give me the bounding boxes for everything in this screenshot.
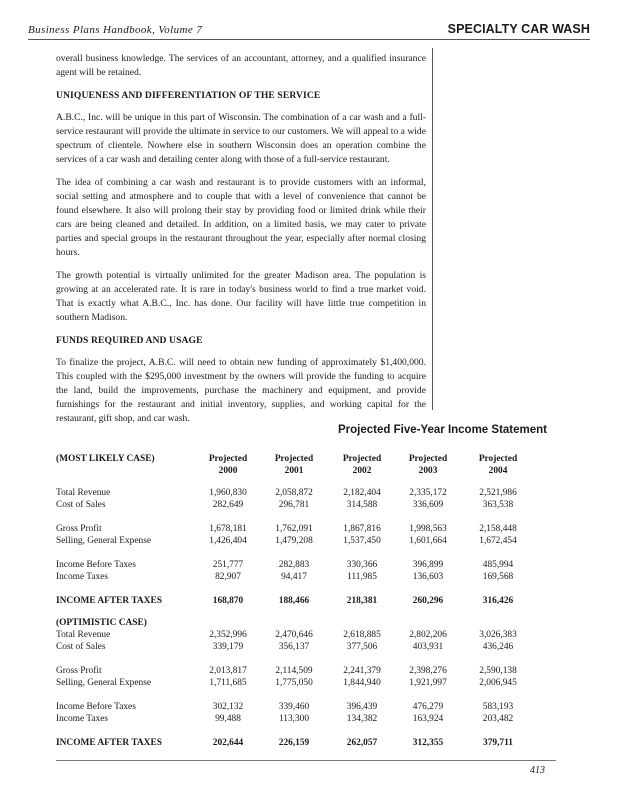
cell: 356,137 xyxy=(278,642,310,652)
column-header: Projected xyxy=(274,454,314,464)
cell: 1,775,050 xyxy=(275,678,313,688)
cell: 396,899 xyxy=(412,560,444,570)
heading-funds: FUNDS REQUIRED AND USAGE xyxy=(56,335,203,346)
cell: 262,057 xyxy=(346,738,378,748)
cell: 226,159 xyxy=(278,738,310,748)
footer-rule xyxy=(56,760,556,761)
book-title: Business Plans Handbook, Volume 7 xyxy=(28,24,203,36)
column-year: 2003 xyxy=(418,466,438,476)
row-label: Gross Profit xyxy=(56,666,102,676)
cell: 1,479,208 xyxy=(275,536,313,546)
cell: 203,482 xyxy=(482,714,514,724)
cell: 1,672,454 xyxy=(479,536,517,546)
paragraph-uniqueness-3: The growth potential is virtually unlimited for the greater Madison area. The population is growing at an accelerated rate. It is rare in today's business world to find a true market void. That is exactly what A.B.C., Inc. has done. Our facility will have little true competition in southern Madison. xyxy=(56,270,426,323)
cell: 94,417 xyxy=(281,572,307,582)
cell: 314,588 xyxy=(346,500,378,510)
cell: 476,279 xyxy=(412,702,444,712)
table-row xyxy=(56,560,556,572)
cell: 1,921,997 xyxy=(409,678,447,688)
income-statement-table xyxy=(56,454,556,750)
cell: 1,537,450 xyxy=(343,536,381,546)
cell: 1,960,830 xyxy=(209,488,247,498)
cell: 168,870 xyxy=(212,596,244,606)
column-year: 2002 xyxy=(352,466,372,476)
cell: 377,506 xyxy=(346,642,378,652)
table-row xyxy=(56,572,556,584)
spacer xyxy=(56,690,556,702)
row-label: Cost of Sales xyxy=(56,642,106,652)
spacer xyxy=(56,478,556,488)
cell: 260,296 xyxy=(412,596,444,606)
row-label: INCOME AFTER TAXES xyxy=(56,738,162,748)
column-header: Projected xyxy=(342,454,382,464)
spacer xyxy=(56,584,556,596)
cell: 1,601,664 xyxy=(409,536,447,546)
table-row xyxy=(56,500,556,512)
cell: 2,802,206 xyxy=(409,630,447,640)
case-row xyxy=(56,618,556,630)
cell: 2,114,509 xyxy=(275,666,313,676)
column-year: 2001 xyxy=(284,466,304,476)
cell: 363,538 xyxy=(482,500,514,510)
row-label: INCOME AFTER TAXES xyxy=(56,596,162,606)
cell: 1,867,816 xyxy=(343,524,381,534)
cell: 282,883 xyxy=(278,560,310,570)
spacer xyxy=(56,608,556,618)
header-row xyxy=(56,454,556,466)
year-row xyxy=(56,466,556,478)
paragraph-funds: To finalize the project, A.B.C. will need to obtain new funding of approximately $1,400,000. This coupled with the $295,000 investment by the owners will provide the funding to acquire the land, build the improvements, purchase the machinery and equipment, and provide furnishings for the restaurant and initial inventory, supplies, and working capital for the restaurant, gift shop, and car wash. xyxy=(56,357,426,424)
page-number: 413 xyxy=(530,765,545,776)
cell: 379,711 xyxy=(483,738,513,748)
total-row xyxy=(56,596,556,608)
cell: 1,998,563 xyxy=(409,524,447,534)
cell: 282,649 xyxy=(212,500,244,510)
cell: 339,460 xyxy=(278,702,310,712)
cell: 403,931 xyxy=(412,642,444,652)
case-label-optimistic: (OPTIMISTIC CASE) xyxy=(56,618,147,628)
table-row xyxy=(56,642,556,654)
statement-title: Projected Five-Year Income Statement xyxy=(338,424,547,436)
column-year: 2000 xyxy=(218,466,238,476)
cell: 1,678,181 xyxy=(209,524,247,534)
row-label: Selling, General Expense xyxy=(56,536,152,546)
cell: 136,603 xyxy=(412,572,444,582)
paragraph-continued: overall business knowledge. The services of an accountant, attorney, and a qualified insurance agent will be retained. xyxy=(56,53,426,78)
cell: 436,246 xyxy=(482,642,514,652)
cell: 218,381 xyxy=(346,596,378,606)
cell: 2,521,986 xyxy=(479,488,517,498)
spacer xyxy=(56,654,556,666)
table-row xyxy=(56,666,556,678)
table-row xyxy=(56,536,556,548)
cell: 2,335,172 xyxy=(409,488,447,498)
body-text xyxy=(56,52,426,435)
spacer xyxy=(56,726,556,738)
table-row xyxy=(56,630,556,642)
spacer xyxy=(56,548,556,560)
cell: 2,158,448 xyxy=(479,524,517,534)
case-label-most-likely: (MOST LIKELY CASE) xyxy=(56,454,155,464)
column-header: Projected xyxy=(478,454,518,464)
table-row xyxy=(56,488,556,500)
row-label: Cost of Sales xyxy=(56,500,106,510)
cell: 2,241,379 xyxy=(343,666,381,676)
cell: 2,352,996 xyxy=(209,630,247,640)
cell: 2,182,404 xyxy=(343,488,381,498)
cell: 82,907 xyxy=(215,572,241,582)
column-header: Projected xyxy=(208,454,248,464)
row-label: Income Before Taxes xyxy=(56,560,136,570)
cell: 2,470,646 xyxy=(275,630,313,640)
column-year: 2004 xyxy=(488,466,508,476)
row-label: Income Taxes xyxy=(56,714,109,724)
column-header: Projected xyxy=(408,454,448,464)
cell: 202,644 xyxy=(212,738,244,748)
row-label: Total Revenue xyxy=(56,488,111,498)
cell: 336,609 xyxy=(412,500,444,510)
cell: 163,924 xyxy=(412,714,444,724)
cell: 1,844,940 xyxy=(343,678,381,688)
row-label: Selling, General Expense xyxy=(56,678,152,688)
row-label: Total Revenue xyxy=(56,630,111,640)
cell: 2,590,138 xyxy=(479,666,517,676)
table-row xyxy=(56,702,556,714)
cell: 312,355 xyxy=(412,738,444,748)
cell: 188,466 xyxy=(278,596,310,606)
cell: 296,781 xyxy=(278,500,310,510)
cell: 113,300 xyxy=(278,714,310,724)
cell: 316,426 xyxy=(482,596,514,606)
cell: 134,382 xyxy=(346,714,378,724)
cell: 3,026,383 xyxy=(479,630,517,640)
total-row xyxy=(56,738,556,750)
paragraph-uniqueness-2: The idea of combining a car wash and restaurant is to provide customers with an informal, social setting and atmosphere and to couple that with a level of convenience that cannot be found elsewhere. It also will prolong their stay by providing food or limited drink while their cars are being cleaned and detailed. In addition, on a limited basis, we may cater to private parties and special groups in the restaurant throughout the year, especially after normal closing hours. xyxy=(56,177,426,258)
table-row xyxy=(56,678,556,690)
cell: 2,618,885 xyxy=(343,630,381,640)
section-title: SPECIALTY CAR WASH xyxy=(447,22,590,36)
cell: 396,439 xyxy=(346,702,378,712)
cell: 99,488 xyxy=(215,714,241,724)
spacer xyxy=(56,512,556,524)
row-label: Gross Profit xyxy=(56,524,102,534)
cell: 111,985 xyxy=(347,572,377,582)
table-row xyxy=(56,714,556,726)
cell: 2,006,945 xyxy=(479,678,517,688)
cell: 2,013,817 xyxy=(209,666,247,676)
row-label: Income Before Taxes xyxy=(56,702,136,712)
cell: 1,711,685 xyxy=(209,678,247,688)
cell: 2,398,276 xyxy=(409,666,447,676)
cell: 2,058,872 xyxy=(275,488,313,498)
table-row xyxy=(56,524,556,536)
cell: 1,762,091 xyxy=(275,524,313,534)
cell: 330,366 xyxy=(346,560,378,570)
cell: 1,426,404 xyxy=(209,536,247,546)
cell: 583,193 xyxy=(482,702,514,712)
row-label: Income Taxes xyxy=(56,572,109,582)
cell: 339,179 xyxy=(212,642,244,652)
column-rule xyxy=(432,48,433,410)
cell: 485,994 xyxy=(482,560,514,570)
cell: 169,568 xyxy=(482,572,514,582)
heading-uniqueness: UNIQUENESS AND DIFFERENTIATION OF THE SERVICE xyxy=(56,90,321,101)
paragraph-uniqueness-1: A.B.C., Inc. will be unique in this part of Wisconsin. The combination of a car wash and a full-service restaurant will provide the ultimate in service to our customers. We will appeal to a wide spectrum of clientele. Nowhere else in southern Wisconsin does an operation combine the services of a car wash and detailing center along with those of a full-service restaurant. xyxy=(56,112,426,165)
cell: 302,132 xyxy=(212,702,244,712)
cell: 251,777 xyxy=(212,560,244,570)
page-header xyxy=(28,22,590,40)
